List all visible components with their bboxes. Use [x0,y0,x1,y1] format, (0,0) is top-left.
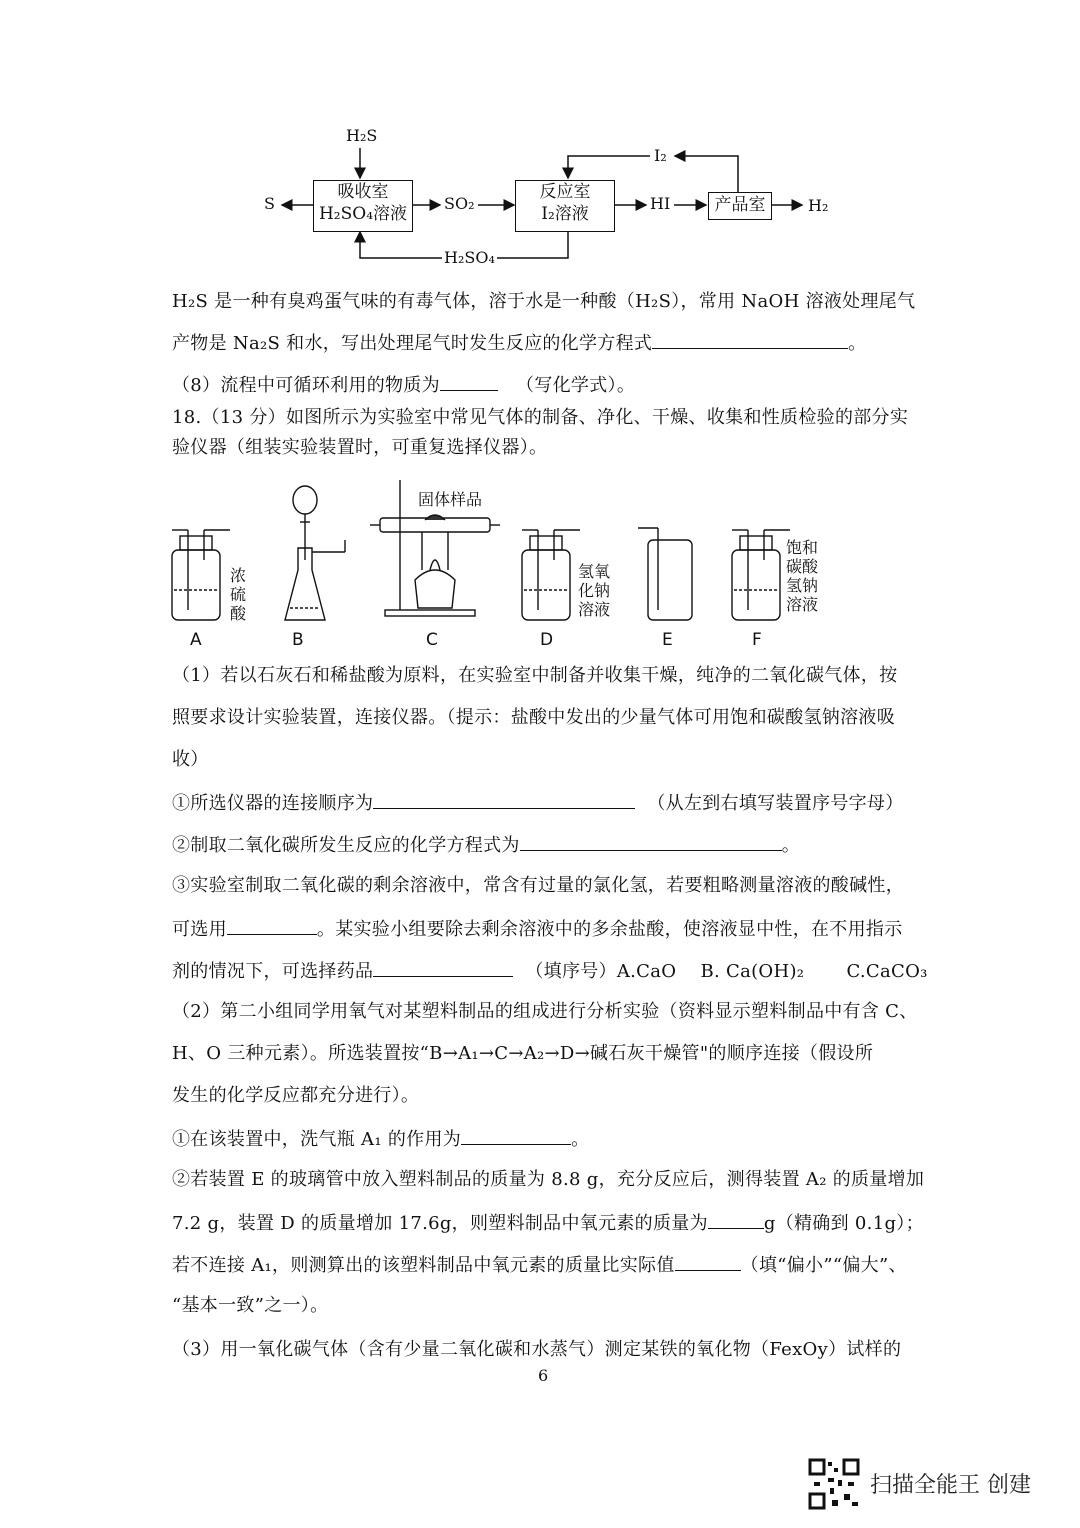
question-18-line2: 验仪器（组装实验装置时，可重复选择仪器）。 [172,437,548,458]
page-number: 6 [538,1366,549,1385]
option-c: C.CaCO₃ [846,961,928,982]
co2-equation-blank [520,832,782,851]
text-line-2-body: 产物是 Na₂S 和水，写出处理尾气时发生反应的化学方程式 [172,333,653,354]
ph-tool-blank [227,916,317,935]
option-a: （填序号）A.CaO [525,961,677,982]
scanner-watermark [808,1458,1048,1510]
scanner-brand-text: 扫描全能王 创建 [870,1473,1031,1498]
d-side-1: 化钠 [578,581,611,600]
q1-sub3-b: 。某实验小组要除去剩余溶液中的多余盐酸，使溶液显中性，在不用指示 [316,919,903,940]
text-line-2: 产物是 Na₂S 和水，写出处理尾气时发生反应的化学方程式 。 [172,330,866,356]
process-flow-diagram [250,120,850,270]
q2-sub2-line3 [172,1252,907,1278]
f-side-3: 溶液 [786,595,819,614]
f-side-1: 碳酸 [786,557,819,576]
sequence-blank [373,790,635,809]
q2-sub1-tail: 。 [571,1129,590,1150]
caption-a: A [190,630,202,650]
caption-e: E [662,630,673,650]
q1-sub3-a: 可选用 [172,919,227,940]
caption-d: D [540,630,554,650]
question-8-tail: （写化学式）。 [516,375,636,396]
oxygen-mass-blank [708,1210,764,1229]
q1-sub3-line2 [172,916,903,942]
q1-sub2-tail: 。 [781,835,801,856]
absorber-solution: H₂SO₄溶液 [318,204,408,224]
q3-line1: （3）用一氧化碳气体（含有少量二氧化碳和水蒸气）测定某铁的氧化物（FexOy）试样的 [172,1339,902,1360]
solid-sample-label: 固体样品 [418,490,483,509]
f-side-2: 氢钠 [786,576,819,595]
q2-line2: H、O 三种元素）。所选装置按“B→A₁→C→A₂→D→碱石灰干燥管"的顺序连接（假设所 [172,1043,874,1064]
q2-sub2-d: （填“偏小”“偏大”、 [740,1255,907,1276]
qr-code-icon [808,1458,860,1510]
a-side-0: 浓 [230,566,247,585]
d-side-2: 溶液 [578,600,611,619]
q2-sub1 [172,1126,589,1152]
q1-sub1 [172,790,904,816]
h2so4-label: H₂SO₄ [444,248,495,267]
q1-line3: 收） [172,749,209,770]
caption-c: C [426,630,438,650]
d-side-label [578,562,610,619]
q2-sub2-b: g（精确到 0.1g）； [763,1213,924,1234]
q2-sub2-line1: ②若装置 E 的玻璃管中放入塑料制品的质量为 8.8 g，充分反应后，测得装置 A₂ 的质量增加 [172,1169,925,1190]
reactor-box [515,180,615,232]
hi-label: HI [650,194,671,213]
q2-line3: 发生的化学反应都充分进行）。 [172,1085,420,1106]
absorber-box [313,180,413,232]
h2-label: H₂ [808,196,829,215]
q2-sub2-c: 若不连接 A₁，则测算出的该塑料制品中氧元素的质量比实际值 [172,1255,675,1276]
f-side-0: 饱和 [786,538,819,557]
d-side-0: 氢氧 [578,562,611,581]
comparison-blank [675,1252,741,1271]
q1-line2: 照要求设计实验装置，连接仪器。（提示：盐酸中发出的少量气体可用饱和碳酸氢钠溶液吸 [172,707,895,728]
q1-sub1-tail: （从左到右填写装置序号字母） [647,793,904,814]
q2-line1: （2）第二小组同学用氧气对某塑料制品的组成进行分析实验（资料显示塑料制品中有含 C、 [172,1001,918,1022]
equation-blank [652,330,848,349]
q2-sub2-line4: “基本一致”之一）。 [172,1295,329,1316]
a-side-1: 硫 [230,585,247,604]
question-8-body: （8）流程中可循环利用的物质为 [172,375,440,396]
q2-sub1-text: ①在该装置中，洗气瓶 A₁ 的作用为 [172,1129,462,1150]
q1-sub1-text: ①所选仪器的连接顺序为 [172,793,374,814]
question-8 [172,372,635,398]
q1-sub3-line3 [172,958,928,984]
reactor-solution: I₂溶液 [541,204,589,224]
reagent-blank [373,958,513,977]
q1-line1: （1）若以石灰石和稀盐酸为原料，在实验室中制备并收集干燥，纯净的二氧化碳气体，按 [172,665,898,686]
h2s-label: H₂S [346,126,378,145]
q1-sub3-c: 剂的情况下，可选择药品 [172,961,374,982]
apparatus-drawing [160,470,860,630]
q1-sub2 [172,832,800,858]
sulfur-label: S [264,194,275,213]
q2-sub2-line2 [172,1210,924,1236]
a-side-2: 酸 [230,604,247,623]
product-box: 产品室 [708,192,772,220]
a1-purpose-blank [461,1126,571,1145]
text-line-1: H₂S 是一种有臭鸡蛋气味的有毒气体，溶于水是一种酸（H₂S），常用 NaOH 溶液处理尾气 [172,291,916,312]
reactor-title: 反应室 [539,182,591,202]
caption-f: F [752,630,762,650]
question-18-line1: 18.（13 分）如图所示为实验室中常见气体的制备、净化、干燥、收集和性质检验的部分实 [172,407,909,428]
option-b: B. Ca(OH)₂ [700,961,805,982]
recycle-blank [440,372,498,391]
q1-sub2-text: ②制取二氧化碳所发生反应的化学方程式为 [172,835,520,856]
i2-label: I₂ [654,146,667,165]
a-side-label [230,566,246,623]
absorber-title: 吸收室 [337,182,389,202]
f-side-label [786,538,818,614]
so2-label: SO₂ [444,194,475,213]
apparatus-figure [160,470,860,660]
q2-sub2-a: 7.2 g，装置 D 的质量增加 17.6g，则塑料制品中氧元素的质量为 [172,1213,708,1234]
caption-b: B [292,630,304,650]
q1-sub3-line1: ③实验室制取二氧化碳的剩余溶液中，常含有过量的氯化氢，若要粗略测量溶液的酸碱性， [172,875,904,896]
